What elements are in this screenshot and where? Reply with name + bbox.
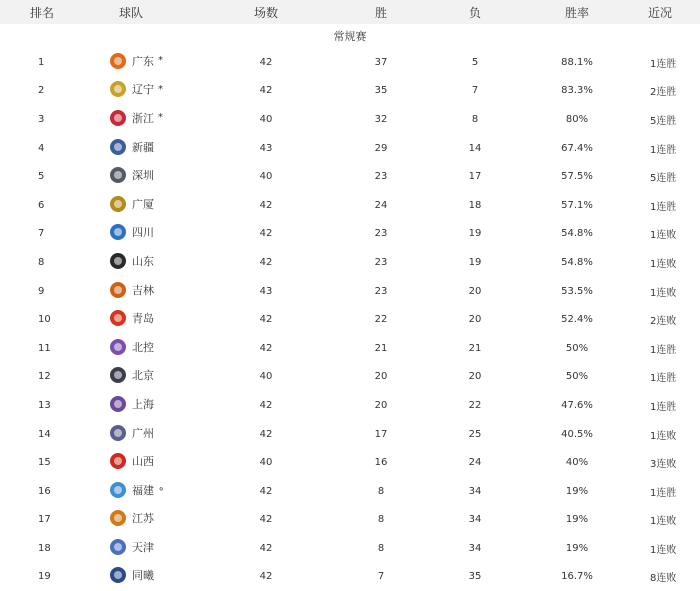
wins-cell: 16: [374, 457, 388, 469]
losses-cell: 5: [471, 56, 479, 68]
table-row: [0, 563, 700, 591]
team-cell: [76, 220, 186, 249]
streak-cell: 1连胜: [650, 487, 677, 499]
team-cell: [76, 563, 186, 591]
games-cell: 40: [259, 113, 273, 125]
team-cell: [76, 448, 186, 477]
rank-cell: 16: [38, 485, 51, 497]
streak-cell: 2连败: [650, 316, 677, 328]
losses-cell: 14: [468, 142, 482, 154]
streak-cell: 1连败: [650, 544, 677, 556]
win-pct-cell: 54.8%: [561, 256, 593, 268]
table-row: [0, 420, 700, 449]
losses-cell: 18: [468, 199, 482, 211]
losses-cell: 17: [468, 171, 482, 183]
team-logo-icon: [110, 196, 126, 212]
streak-cell: 1连胜: [650, 373, 677, 385]
losses-cell: 21: [468, 342, 482, 354]
team-cell: [76, 506, 186, 535]
team-logo-icon: [110, 396, 126, 412]
table-row: [0, 363, 700, 392]
win-pct-cell: 40%: [565, 457, 589, 469]
rank-cell: 3: [38, 113, 45, 125]
team-cell: [76, 191, 186, 220]
games-cell: 42: [259, 56, 273, 68]
qualification-mark: *: [158, 55, 163, 67]
wins-header: 胜: [346, 0, 416, 24]
table-row: [0, 391, 700, 420]
losses-cell: 20: [468, 371, 482, 383]
games-cell: 42: [259, 85, 273, 97]
team-logo-icon: [110, 510, 126, 526]
win-pct-cell: 50%: [565, 342, 589, 354]
rank-cell: 6: [38, 199, 45, 211]
rank-cell: 8: [38, 256, 45, 268]
wins-cell: 22: [374, 314, 388, 326]
rank-cell: 4: [38, 142, 45, 154]
team-header: 球队: [76, 0, 186, 24]
team-name[interactable]: 深圳: [132, 169, 154, 183]
losses-header: 负: [416, 0, 534, 24]
team-cell: [76, 420, 186, 449]
team-cell: [76, 477, 186, 506]
rank-cell: 1: [38, 56, 45, 68]
wins-cell: 7: [377, 571, 385, 583]
win-pct-cell: 50%: [565, 371, 589, 383]
streak-cell: 1连胜: [650, 144, 677, 156]
team-logo-icon: [110, 224, 126, 240]
rank-cell: 7: [38, 228, 45, 240]
team-name[interactable]: 山东: [132, 254, 154, 268]
win-pct-cell: 67.4%: [561, 142, 593, 154]
losses-cell: 34: [468, 542, 482, 554]
table-row: [0, 220, 700, 249]
streak-cell: 3连败: [650, 459, 677, 471]
streak-cell: 2连胜: [650, 87, 677, 99]
team-name[interactable]: 山西: [132, 455, 154, 469]
streak-cell: 1连胜: [650, 58, 677, 70]
games-cell: 42: [259, 571, 273, 583]
team-logo-icon: [110, 81, 126, 97]
win-pct-cell: 80%: [565, 113, 589, 125]
team-logo-icon: [110, 567, 126, 583]
team-logo-icon: [110, 253, 126, 269]
table-row: [0, 77, 700, 106]
win-pct-cell: 47.6%: [561, 399, 593, 411]
games-header: 场数: [186, 0, 346, 24]
win-pct-cell: 19%: [565, 542, 589, 554]
team-name[interactable]: 新疆: [132, 140, 154, 154]
table-row: [0, 277, 700, 306]
team-logo-icon: [110, 310, 126, 326]
losses-cell: 20: [468, 285, 482, 297]
losses-cell: 24: [468, 457, 482, 469]
win-pct-cell: 19%: [565, 485, 589, 497]
section-row: [0, 24, 700, 48]
wins-cell: 8: [377, 485, 385, 497]
table-row: [0, 248, 700, 277]
table-row: [0, 305, 700, 334]
games-cell: 40: [259, 457, 273, 469]
losses-cell: 22: [468, 399, 482, 411]
win-pct-cell: 57.1%: [561, 199, 593, 211]
games-cell: 42: [259, 542, 273, 554]
rank-cell: 19: [38, 571, 51, 583]
header-row: [0, 0, 700, 24]
wins-cell: 23: [374, 228, 388, 240]
wins-cell: 35: [374, 85, 388, 97]
team-cell: [76, 162, 186, 191]
losses-cell: 19: [468, 256, 482, 268]
table-row: [0, 448, 700, 477]
table-row: [0, 506, 700, 535]
table-row: [0, 191, 700, 220]
streak-cell: 1连胜: [650, 201, 677, 213]
team-name[interactable]: 广州: [132, 426, 154, 440]
team-name[interactable]: 浙江: [132, 111, 154, 125]
team-cell: [76, 134, 186, 163]
games-cell: 42: [259, 228, 273, 240]
team-logo-icon: [110, 339, 126, 355]
team-logo-icon: [110, 110, 126, 126]
games-cell: 42: [259, 314, 273, 326]
losses-cell: 19: [468, 228, 482, 240]
win-pct-cell: 57.5%: [561, 171, 593, 183]
streak-cell: 1连败: [650, 430, 677, 442]
win-pct-cell: 52.4%: [561, 314, 593, 326]
team-logo-icon: [110, 453, 126, 469]
win-pct-cell: 16.7%: [561, 571, 593, 583]
team-cell: [76, 334, 186, 363]
section-label: 常规赛: [333, 30, 367, 43]
team-logo-icon: [110, 539, 126, 555]
team-name[interactable]: 广厦: [132, 197, 154, 211]
table-row: [0, 477, 700, 506]
team-name[interactable]: 北控: [132, 340, 154, 354]
team-logo-icon: [110, 53, 126, 69]
table-row: [0, 48, 700, 77]
wins-cell: 17: [374, 428, 388, 440]
rank-cell: 12: [38, 371, 51, 383]
table-row: [0, 334, 700, 363]
team-logo-icon: [110, 482, 126, 498]
streak-header: 近况: [620, 0, 700, 24]
wins-cell: 23: [374, 285, 388, 297]
win-pct-cell: 88.1%: [561, 56, 593, 68]
wins-cell: 20: [374, 399, 388, 411]
team-cell: [76, 105, 186, 134]
games-cell: 43: [259, 142, 273, 154]
wins-cell: 23: [374, 256, 388, 268]
streak-cell: 1连败: [650, 258, 677, 270]
wins-cell: 32: [374, 113, 388, 125]
rank-cell: 2: [38, 85, 45, 97]
streak-cell: 1连胜: [650, 344, 677, 356]
games-cell: 42: [259, 256, 273, 268]
rank-cell: 10: [38, 314, 51, 326]
streak-cell: 5连胜: [650, 173, 677, 185]
team-name[interactable]: 吉林: [132, 283, 154, 297]
rank-cell: 11: [38, 342, 51, 354]
team-logo-icon: [110, 282, 126, 298]
qualification-mark: ∘: [158, 484, 165, 496]
wins-cell: 20: [374, 371, 388, 383]
team-logo-icon: [110, 425, 126, 441]
qualification-mark: *: [158, 83, 163, 95]
games-cell: 42: [259, 199, 273, 211]
losses-cell: 35: [468, 571, 482, 583]
team-cell: [76, 248, 186, 277]
team-name[interactable]: 四川: [132, 226, 154, 240]
streak-cell: 1连败: [650, 287, 677, 299]
team-name[interactable]: 天津: [132, 540, 154, 554]
games-cell: 42: [259, 342, 273, 354]
table-row: [0, 162, 700, 191]
team-logo-icon: [110, 167, 126, 183]
games-cell: 42: [259, 514, 273, 526]
games-cell: 42: [259, 485, 273, 497]
games-cell: 43: [259, 285, 273, 297]
losses-cell: 7: [471, 85, 479, 97]
team-cell: [76, 391, 186, 420]
team-logo-icon: [110, 367, 126, 383]
streak-cell: 5连胜: [650, 115, 677, 127]
rank-cell: 18: [38, 542, 51, 554]
win-pct-cell: 83.3%: [561, 85, 593, 97]
win-pct-cell: 40.5%: [561, 428, 593, 440]
qualification-mark: *: [158, 112, 163, 124]
wins-cell: 21: [374, 342, 388, 354]
win-pct-cell: 54.8%: [561, 228, 593, 240]
games-cell: 40: [259, 171, 273, 183]
team-cell: [76, 277, 186, 306]
streak-cell: 1连胜: [650, 401, 677, 413]
rank-cell: 9: [38, 285, 45, 297]
team-cell: [76, 48, 186, 77]
team-name[interactable]: 同曦: [132, 569, 154, 583]
wins-cell: 8: [377, 542, 385, 554]
losses-cell: 34: [468, 514, 482, 526]
streak-cell: 8连败: [650, 573, 677, 585]
team-name[interactable]: 江苏: [132, 512, 154, 526]
wins-cell: 24: [374, 199, 388, 211]
rank-cell: 15: [38, 457, 51, 469]
table-row: [0, 134, 700, 163]
team-cell: [76, 305, 186, 334]
table-row: [0, 105, 700, 134]
team-logo-icon: [110, 139, 126, 155]
win-pct-cell: 53.5%: [561, 285, 593, 297]
games-cell: 40: [259, 371, 273, 383]
team-cell: [76, 77, 186, 106]
team-name[interactable]: 辽宁: [132, 83, 154, 97]
table-row: [0, 534, 700, 563]
team-name[interactable]: 上海: [132, 397, 154, 411]
team-name[interactable]: 青岛: [132, 312, 154, 326]
losses-cell: 20: [468, 314, 482, 326]
team-name[interactable]: 北京: [132, 369, 154, 383]
team-cell: [76, 534, 186, 563]
win-pct-cell: 19%: [565, 514, 589, 526]
team-name[interactable]: 福建: [132, 483, 154, 497]
wins-cell: 29: [374, 142, 388, 154]
streak-cell: 1连败: [650, 230, 677, 242]
team-name[interactable]: 广东: [132, 54, 154, 68]
rank-cell: 17: [38, 514, 51, 526]
rank-cell: 14: [38, 428, 51, 440]
games-cell: 42: [259, 428, 273, 440]
losses-cell: 25: [468, 428, 482, 440]
wins-cell: 8: [377, 514, 385, 526]
losses-cell: 34: [468, 485, 482, 497]
wins-cell: 37: [374, 56, 388, 68]
rank-cell: 13: [38, 399, 51, 411]
team-cell: [76, 363, 186, 392]
rank-cell: 5: [38, 171, 45, 183]
win-pct-header: 胜率: [534, 0, 620, 24]
losses-cell: 8: [471, 113, 479, 125]
games-cell: 42: [259, 399, 273, 411]
rank-header: 排名: [0, 0, 76, 24]
wins-cell: 23: [374, 171, 388, 183]
streak-cell: 1连败: [650, 516, 677, 528]
